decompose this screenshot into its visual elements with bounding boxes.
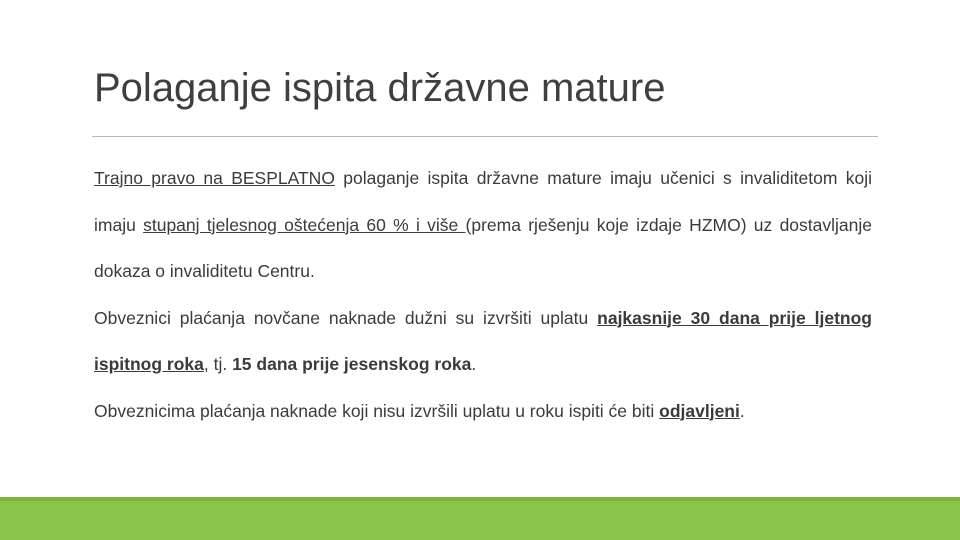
slide-title: Polaganje ispita državne mature: [94, 66, 666, 110]
title-divider: [92, 136, 878, 137]
paragraph-payment-deadline: [94, 295, 872, 388]
footer-accent-line: [0, 497, 960, 501]
footer-accent-bar: [0, 497, 960, 540]
paragraph-text: .: [471, 354, 477, 374]
paragraph-unregistration: [94, 388, 872, 435]
slide-body: [94, 155, 872, 434]
disability-threshold-underlined: stupanj tjelesnog oštećenja 60 % i više: [143, 214, 466, 235]
paragraph-text: Obveznicima plaćanja naknade koji nisu izvršili uplatu u roku ispiti će biti: [94, 400, 660, 421]
paragraph-text: .: [739, 400, 745, 421]
summer-deadline-emphasis: najkasnije 30 dana prije ljetnog ispitnog roka: [94, 307, 872, 374]
autumn-deadline-emphasis: 15 dana prije jesenskog roka: [232, 354, 472, 374]
paragraph-text: Obveznici plaćanja novčane naknade dužni su izvršiti uplatu: [94, 307, 598, 328]
unregistered-emphasis: odjavljeni: [659, 400, 740, 421]
paragraph-text: (prema rješenju koje izdaje HZMO) uz dostavljanje dokaza o invaliditetu Centru.: [94, 214, 872, 281]
paragraph-text: , tj.: [203, 354, 233, 374]
free-right-underlined: Trajno pravo na BESPLATNO: [94, 168, 335, 188]
paragraph-free-exam-right: [94, 155, 872, 295]
paragraph-text: polaganje ispita državne mature imaju učenici s invaliditetom koji imaju: [94, 168, 872, 235]
